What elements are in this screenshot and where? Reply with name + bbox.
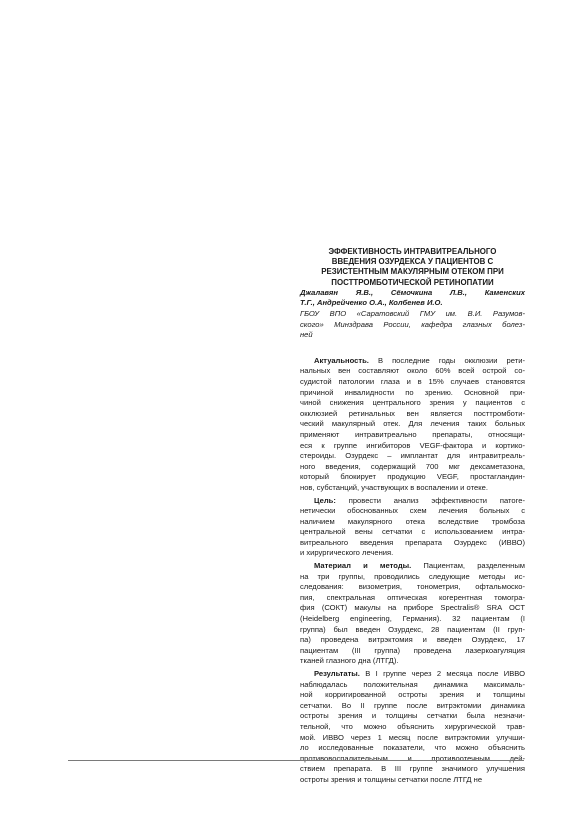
- paragraph-line: центральной вены сетчатки с использованием интра-: [300, 527, 525, 537]
- paragraph-line: ло исследованные показатели, что можно объяснить: [300, 743, 525, 753]
- paragraph-line: на три группы, проводились следующие методы ис-: [300, 571, 525, 581]
- title-line: ПОСТТРОМБОТИЧЕСКОЙ РЕТИНОПАТИИ: [331, 277, 494, 287]
- paragraph-line-text: провести анализ эффективности патоге-: [348, 495, 525, 505]
- affiliation-line: ского» Минздрава России, кафедра глазных болез-: [300, 319, 525, 329]
- paragraph-section: [300, 356, 525, 494]
- paragraph-line: ного введения, содержащий 700 мкг дексаметазона,: [300, 461, 525, 471]
- paragraph-line: еся к группе ингибиторов VEGF-фактора и кортико-: [300, 440, 525, 450]
- paragraph-line: применяют интравитреально препараты, относящи-: [300, 429, 525, 439]
- paragraph-line: остроты зрения и толщины сетчатки после ЛТГД не: [300, 774, 483, 784]
- paragraph-line: нетически обоснованных схем лечения больных с: [300, 506, 525, 516]
- paragraph-line: наблюдалась положительная динамика максималь-: [300, 679, 525, 689]
- title-line: ЭФФЕКТИВНОСТЬ ИНТРАВИТРЕАЛЬНОГО: [328, 247, 497, 256]
- article-body: [300, 356, 525, 786]
- article-column: [300, 247, 525, 788]
- paragraph-line: [300, 356, 525, 367]
- article-title: [300, 247, 525, 288]
- paragraph-line: окклюзией ретинальных вен является посттромботи-: [300, 408, 525, 418]
- authors-line: Т.Г., Андрейченко О.А., Колбенев И.О.: [300, 298, 443, 308]
- title-line: ВВЕДЕНИЯ ОЗУРДЕКСА У ПАЦИЕНТОВ С: [331, 257, 494, 267]
- paragraph-line: [300, 496, 525, 507]
- paragraph-line: тельной, что можно объяснить хирургической трав-: [300, 721, 525, 731]
- authors: [300, 288, 525, 309]
- paragraph-line: стероиды. Озурдекс – имплантат для интравитреаль-: [300, 451, 525, 461]
- paragraph-line: наличием макулярного отека вследствие тромбоза: [300, 516, 525, 526]
- paragraph-line: остроты зрения и толщины сетчатки была незначи-: [300, 711, 525, 721]
- paragraph-section: [300, 669, 525, 786]
- paragraph-section: [300, 561, 525, 667]
- paragraph-line: нов, субстанций, участвующих в воспалении и отеке.: [300, 482, 488, 492]
- affiliation-line: ней: [300, 330, 313, 340]
- paragraph-line: следования: визометрия, тонометрия, офтальмоско-: [300, 582, 525, 592]
- paragraph-line: пия, спектральная оптическая когерентная томогра-: [300, 592, 525, 602]
- paragraph-line: ствием препарата. В III группе значимого улучшения: [300, 764, 525, 774]
- paragraph-line: группа) был введен Озурдекс, 28 пациентам (II груп-: [300, 624, 525, 634]
- affiliation-line: ГБОУ ВПО «Саратовский ГМУ им. В.И. Разумов-: [300, 309, 525, 318]
- title-line: РЕЗИСТЕНТНЫМ МАКУЛЯРНЫМ ОТЕКОМ ПРИ: [321, 267, 504, 277]
- paragraph-line: противовоспалительным и противоотечным дей-: [300, 753, 525, 763]
- affiliation: [300, 309, 525, 341]
- authors-line: Джалавян Я.В., Сёмочкина Л.В., Каменских: [300, 287, 525, 297]
- paragraph-line: тканей глазного дна (ЛТГД).: [300, 656, 399, 666]
- paragraph-line: причиной инвалидности по зрению. Основной при-: [300, 387, 525, 397]
- paragraph-line: [300, 669, 525, 680]
- paragraph-line-text: В I группе через 2 месяца после ИВВО: [365, 669, 525, 678]
- paragraph-line: пациентам (III группа) проведена лазеркоагуляция: [300, 645, 525, 655]
- paragraph-line: который блокирует продукцию VEGF, простагландин-: [300, 472, 525, 482]
- paragraph-line: сетчатки. Во II группе после витрэктомии динамика: [300, 700, 525, 710]
- section-heading: Результаты.: [314, 669, 360, 678]
- paragraph-line: фия (СОКТ) макулы на приборе Spectralis® SRA OCT: [300, 603, 525, 613]
- section-heading: Материал и методы.: [314, 561, 412, 571]
- paragraph-line: нальных вен составляют около 60% всей острой со-: [300, 366, 525, 376]
- paragraph-section: [300, 496, 525, 560]
- paragraph-line: ческий макулярный отек. Для лечения таких больных: [300, 419, 525, 429]
- paragraph-line: [300, 561, 525, 572]
- paragraph-line: и хирургического лечения.: [300, 548, 394, 558]
- paragraph-line: па) проведена витрэктомия и введен Озурдекс, 17: [300, 635, 525, 645]
- paragraph-line: (Heidelberg engineering, Германия). 32 пациентам (I: [300, 614, 525, 624]
- paragraph-line: судистой патологии глаза и в 15% случаев становятся: [300, 376, 525, 386]
- paragraph-line: ной корригированной остроты зрения и толщины: [300, 690, 525, 700]
- section-heading: Цель:: [314, 495, 336, 505]
- section-heading: Актуальность.: [314, 355, 369, 365]
- paragraph-line: мой. ИВВО через 1 месяц после витрэктомии улучши-: [300, 732, 525, 742]
- paragraph-line-text: В последние годы окклюзии рети-: [377, 355, 525, 365]
- footer-rule: [68, 760, 524, 761]
- paragraph-line: чиной снижения центрального зрения у пациентов с: [300, 398, 525, 408]
- paragraph-line-text: Пациентам, разделенным: [423, 561, 525, 571]
- paragraph-line: витреального введения препарата Озурдекс (ИВВО): [300, 537, 525, 547]
